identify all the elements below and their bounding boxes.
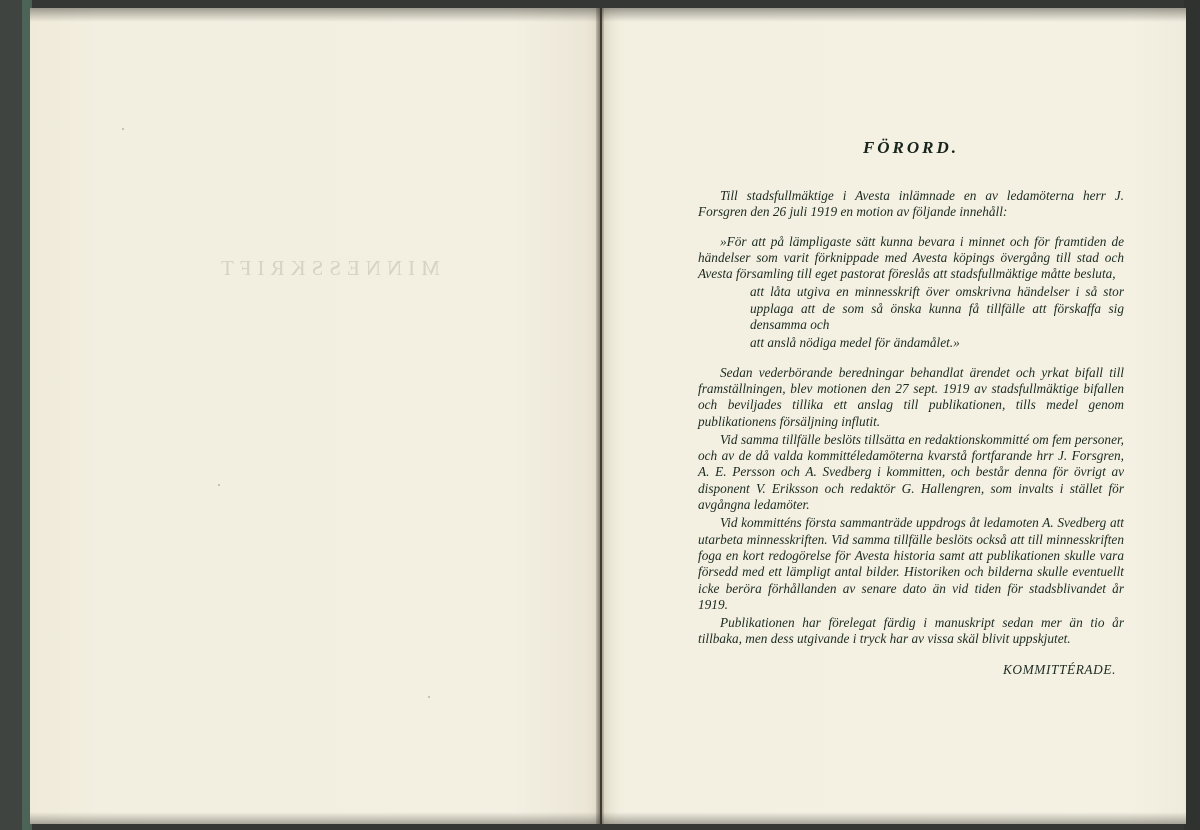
motion-clause-item: att anslå nödiga medel för ändamålet.»	[750, 335, 960, 351]
paper-speck	[122, 128, 124, 130]
page-top-shadow	[30, 8, 1186, 22]
showthrough-text: MINNESSKRIFT	[215, 256, 440, 280]
paper-speck	[428, 696, 430, 698]
signature-line: KOMMITTÉRADE.	[1002, 661, 1116, 677]
motion-clause-item: att låta utgiva en minnesskrift över omskrivna händelser i så stor upplaga att de som så önska kunna få tillfälle att förskaffa sig densamma och	[750, 284, 1124, 333]
motion-clause-list	[750, 284, 1124, 351]
page-bottom-shadow	[30, 812, 1186, 824]
left-page-blank	[30, 8, 600, 824]
paragraph-body-1: Sedan vederbörande beredningar behandlat ärendet och yrkat bifall till framställningen, blev motionen den 27 sept. 1919 av stadsfullmäktige bifallen och beviljades tillika ett anslag till publikationen, tills medel genom publikationens försäljning influtit.	[698, 364, 1124, 429]
paragraph-motion-quote: »För att på lämpligaste sätt kunna bevara i minnet och för framtiden de händelser som varit förknippade med Avesta köpings övergång till stad och Avesta församling till eget pastorat föreslås att stadsfullmäktige måtte besluta,	[698, 233, 1124, 282]
paragraph-body-3: Vid kommitténs första sammanträde uppdrogs åt ledamoten A. Svedberg att utarbeta minnesskriften. Vid samma tillfälle beslöts också att till minnesskriften foga en kort redogörelse för Avesta historia samt att publikationen skulle vara försedd med ett lämpligt antal bilder. Historiken och bilderna skulle eventuellt icke beröra förhållanden av senare dato än vid tiden för stadsblivandet år 1919.	[698, 515, 1124, 612]
right-page-foreword	[602, 8, 1186, 824]
text-column	[698, 138, 1124, 678]
page-title: FÖRORD.	[862, 138, 960, 157]
open-book	[30, 8, 1186, 824]
paragraph-body-2: Vid samma tillfälle beslöts tillsätta en redaktionskommitté om fem personer, och av de då valda kommittéledamöterna kvarstå fortfarande hrr J. Forsgren, A. E. Persson och A. Svedberg i kommitten, och består denna för övrigt av disponent V. Eriksson och redaktör G. Hallengren, som invalts i stället för avgångna ledamöter.	[698, 431, 1124, 513]
paper-speck	[218, 484, 220, 486]
paragraph-intro: Till stadsfullmäktige i Avesta inlämnade en av ledamöterna herr J. Forsgren den 26 juli 1919 en motion av följande innehåll:	[698, 188, 1124, 220]
book-gutter	[596, 8, 604, 824]
scanner-backdrop-right-edge	[1184, 0, 1200, 830]
paragraph-body-4: Publikationen har förelegat färdig i manuskript sedan mer än tio år tillbaka, men dess utgivande i tryck har av vissa skäl blivit uppskjutet.	[698, 615, 1124, 647]
